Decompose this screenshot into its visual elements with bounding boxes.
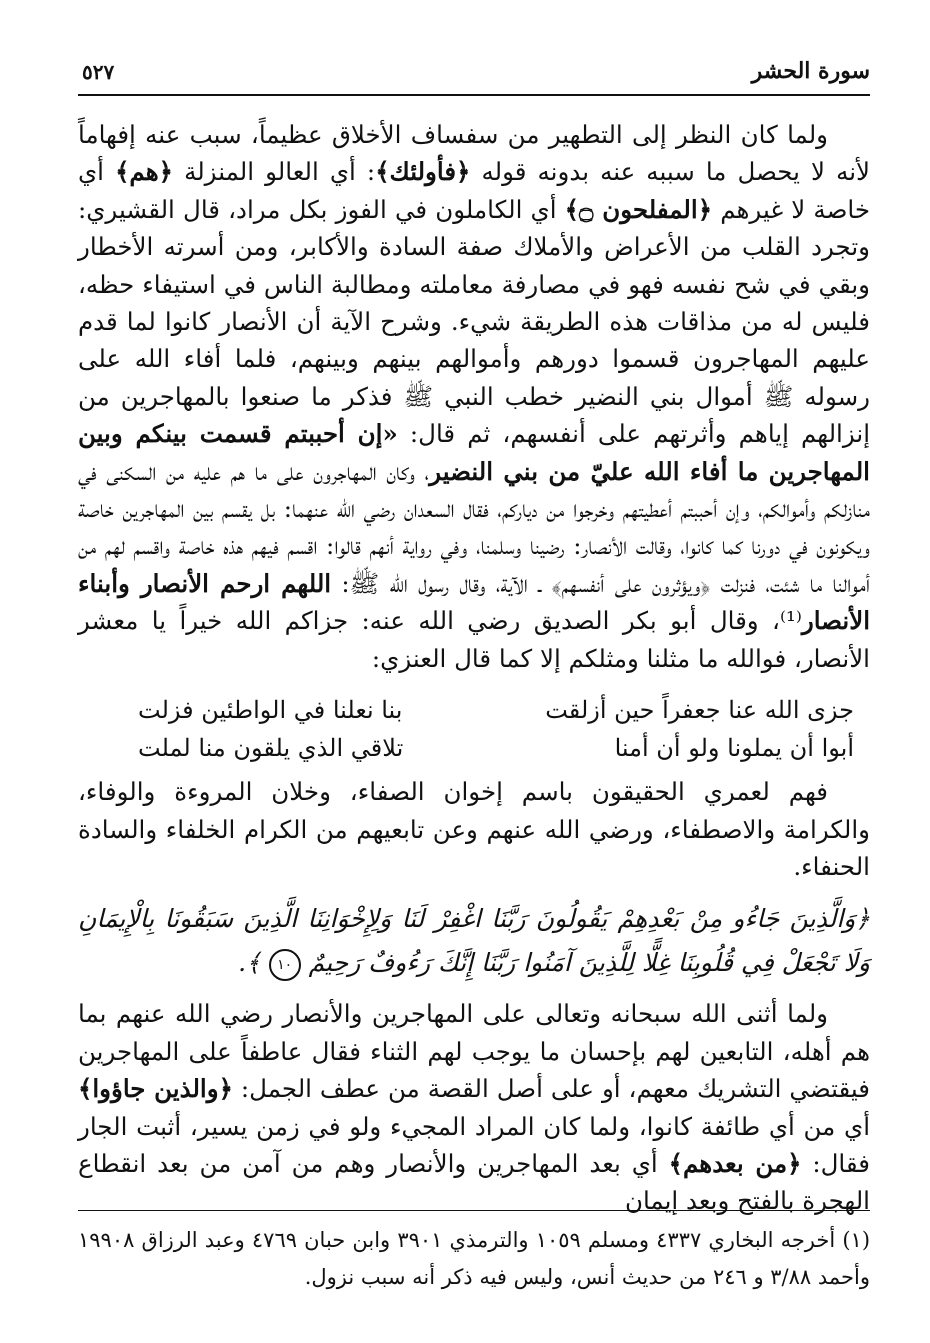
- text-segment: أي الكاملون في الفوز بكل مراد، قال القشيري: وتجرد القلب من الأعراض والأملاك صفة السادة والأكابر، ومن أسرته الأخطار وبقي في شح نفسه فهو في مصارفة معاملته ومطالبة الناس في استيفاء حظه، فليس له من مذاقات هذه الطريقة شيء. وشرح الآية أن الأنصار كانوا لما قدم عليهم المهاجرون قسموا دورهم وأموالهم بينهم وبينهم، فلما أفاء الله على رسوله ﷺ أموال بني النضير خطب النبي ﷺ فذكر ما صنعوا بالمهاجرين من إنزالهم إياهم وأثرتهم على أنفسهم، ثم قال:: [78, 194, 871, 449]
- main-paragraph: [78, 116, 870, 677]
- quran-verse-closing: ﴾.: [238, 948, 261, 978]
- ayah-number-marker: ١٠: [269, 949, 301, 981]
- page-number: ٥٢٧: [82, 60, 115, 84]
- text-segment: : أي العالو المنزلة: [173, 157, 376, 187]
- bold-text-segment: ﴿والذين جاؤوا﴾: [78, 1074, 233, 1104]
- quran-verse-text: ﴿وَالَّذِينَ جَاءُو مِنْ بَعْدِهِمْ يَقُولُونَ رَبَّنَا اغْفِرْ لَنَا وَلِإِخْوَانِنَا الَّذِينَ سَبَقُونَا بِالْإِيمَانِ وَلَا تَجْعَلْ فِي قُلُوبِنَا غِلًّا لِلَّذِينَ آمَنُوا رَبَّنَا إِنَّكَ رَءُوفٌ رَحِيمٌ: [78, 904, 870, 978]
- verse-second-hemistich: تلاقي الذي يلقون منا لملت: [138, 734, 404, 763]
- bold-text-segment: ﴿من بعدهم﴾: [668, 1148, 802, 1178]
- text-segment: أي خاصة لا غيرهم: [78, 157, 870, 224]
- after-poem-paragraph: فهم لعمري الحقيقون باسم إخوان الصفاء، وخلان المروءة والوفاء، والكرامة والاصطفاء، ورضي الله عنهم وعن تابعيهم من الكرام الخلفاء والسادة الحنفاء.: [78, 777, 870, 881]
- text-segment: ولما أثنى الله سبحانه وتعالى على المهاجرين والأنصار رضي الله عنهم بما هم أهله، التابعين لهم بإحسان ما يوجب لهم الثناء فقال عاطفاً على المهاجرين فيقتضي التشريك معهم، أو على أصل القصة من عطف الجمل:: [78, 999, 870, 1104]
- text-segment: ⁽¹⁾، وقال أبو بكر الصديق رضي الله عنه: جزاكم الله خيراً يا معشر الأنصار، فوالله ما مثلنا ومثلكم إلا كما قال العنزي:: [78, 606, 870, 673]
- bold-text-segment: ﴿المفلحون ۝﴾: [564, 194, 713, 224]
- footnote: (١) أخرجه البخاري ٤٣٣٧ ومسلم ١٠٥٩ والترمذي ٣٩٠١ وابن حبان ٤٧٦٩ وعبد الرزاق ١٩٩٠٨ وأحمد ٣/٨٨ و ٢٤٦ من حديث أنس، وليس فيه ذكر أنه سبب نزول.: [78, 1228, 871, 1289]
- text-segment: ﴿ويؤثرون على أنفسهم﴾: [551, 568, 711, 598]
- poem-verse: [78, 691, 870, 729]
- text-segment: أي من أي طائفة كانوا، ولما كان المراد المجيء ولو في زمن يسير، أثبت الجار فقال:: [78, 1111, 870, 1178]
- verse-second-hemistich: بنا نعلنا في الواطئين فزلت: [138, 696, 403, 725]
- page: [78, 52, 870, 1312]
- text-segment: أي بعد المهاجرين والأنصار وهم من آمن من بعد انقطاع الهجرة بالفتح وبعد إيمان: [78, 1148, 870, 1216]
- footnote-rule: [78, 1210, 870, 1211]
- poem: [78, 691, 870, 767]
- header-rule: [78, 94, 870, 96]
- text-segment: ، وكان المهاجرون على ما هم عليه من السكنى في منازلكم وأموالكم، وإن أحببتم أعطيتهم وخرجوا من دياركم، فقال السعدان رضي الله عنهما: بل يقسم بين المهاجرين خاصة ويكونون في دورنا كما كانوا، وقالت الأنصار: رضينا وسلمنا، وفي رواية أنهم قالوا: اقسم فيهم هذه خاصة واقسم لهم من أموالنا ما شئت، فنزلت: [78, 456, 870, 598]
- bold-text-segment: اللهم ارحم الأنصار وأبناء الأنصار: [78, 568, 870, 636]
- verse-first-hemistich: أبوا أن يملونا ولو أن أمنا: [614, 734, 854, 763]
- bold-text-segment: ﴿فأولئك﴾: [375, 157, 471, 187]
- second-paragraph: [78, 995, 870, 1219]
- bold-text-segment: ﴿هم﴾: [115, 157, 173, 187]
- bold-text-segment: «إن أحببتم قسمت بينكم وبين المهاجرين ما أفاء الله عليّ من بني النضير: [78, 419, 870, 486]
- surah-title: سورة الحشر: [751, 58, 870, 84]
- text-segment: ولما كان النظر إلى التطهير من سفساف الأخلاق عظيماً، سبب عنه إفهاماً لأنه لا يحصل ما سببه عنه بدونه قوله: [78, 120, 870, 187]
- page-body: [78, 116, 870, 1220]
- text-segment: ـ الآية، وقال رسول الله ﷺ:: [331, 568, 552, 598]
- quran-verse: [78, 897, 870, 985]
- verse-first-hemistich: جزى الله عنا جعفراً حين أزلقت: [545, 696, 854, 725]
- poem-verse: [78, 729, 870, 767]
- page-header: [78, 52, 870, 88]
